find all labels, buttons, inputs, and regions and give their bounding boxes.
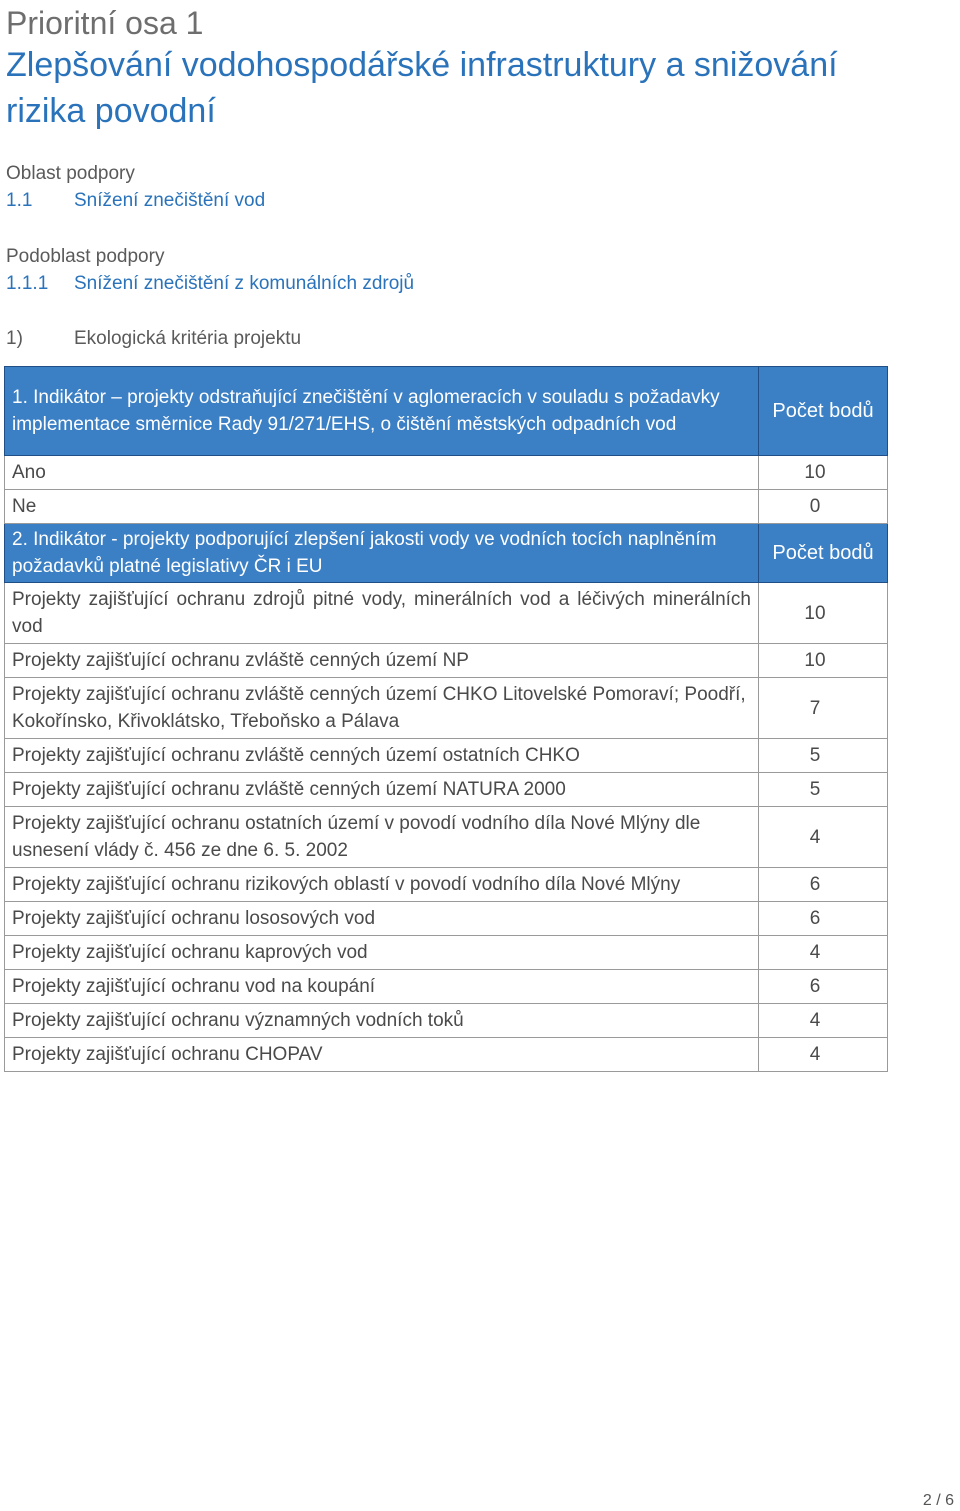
row-points: 0 [759,490,888,524]
criteria-line [6,328,301,350]
table-row [5,678,888,739]
table-row [5,490,888,524]
podoblast-line [6,273,414,295]
row-points: 6 [759,902,888,936]
page-number: 2 / 6 [922,1492,954,1509]
table-row [5,1004,888,1038]
row-points: 4 [759,936,888,970]
table-row [5,868,888,902]
row-points: 4 [759,1038,888,1072]
row-label: Ano [5,456,759,490]
table-row [5,644,888,678]
row-points: 4 [759,807,888,868]
row-label: Projekty zajišťující ochranu ostatních území v povodí vodního díla Nové Mlýny dle usnesení vlády č. 456 ze dne 6. 5. 2002 [5,807,759,868]
row-label: Projekty zajišťující ochranu zvláště cenných území ostatních CHKO [5,739,759,773]
table-row [5,902,888,936]
table-row [5,1038,888,1072]
criteria-table [4,366,888,1072]
row-label: Projekty zajišťující ochranu CHOPAV [5,1038,759,1072]
row-label: Projekty zajišťující ochranu kaprových vod [5,936,759,970]
indicator-2-label: 2. Indikátor - projekty podporující zlepšení jakosti vody ve vodních tocích naplněním požadavků platné legislativy ČR i EU [5,524,759,583]
row-points: 7 [759,678,888,739]
oblast-label: Oblast podpory [6,163,135,184]
podoblast-number: 1.1.1 [6,273,49,294]
table-row [5,970,888,1004]
table-row [5,739,888,773]
row-label: Projekty zajišťující ochranu lososových vod [5,902,759,936]
table-row [5,936,888,970]
page-subtitle: Zlepšování vodohospodářské infrastruktury a snižování rizika povodní [6,46,838,130]
indicator-1-header [5,367,888,456]
row-label: Projekty zajišťující ochranu zvláště cenných území CHKO Litovelské Pomoraví; Poodří, Kokořínsko, Křivoklátsko, Třeboňsko a Pálava [5,678,759,739]
row-points: 4 [759,1004,888,1038]
criteria-number: 1) [6,328,23,349]
row-label: Projekty zajišťující ochranu vod na koupání [5,970,759,1004]
table-row [5,773,888,807]
table-row [5,583,888,644]
points-header: Počet bodů [759,524,888,583]
indicator-1-label: 1. Indikátor – projekty odstraňující znečištění v aglomeracích v souladu s požadavky implementace směrnice Rady 91/271/EHS, o čištění městských odpadních vod [5,367,759,456]
criteria-label: Ekologická kritéria projektu [74,328,302,349]
row-points: 10 [759,644,888,678]
podoblast-name: Snížení znečištění z komunálních zdrojů [74,273,415,294]
row-points: 10 [759,583,888,644]
indicator-2-header [5,524,888,583]
table-row [5,456,888,490]
row-points: 5 [759,739,888,773]
row-label: Projekty zajišťující ochranu zdrojů pitné vody, minerálních vod a léčivých minerálních vod [5,583,759,644]
oblast-name: Snížení znečištění vod [74,190,266,211]
row-label: Projekty zajišťující ochranu rizikových oblastí v povodí vodního díla Nové Mlýny [5,868,759,902]
row-label: Ne [5,490,759,524]
row-label: Projekty zajišťující ochranu významných vodních toků [5,1004,759,1038]
points-header: Počet bodů [759,367,888,456]
page-title: Prioritní osa 1 [6,5,204,41]
row-label: Projekty zajišťující ochranu zvláště cenných území NP [5,644,759,678]
podoblast-label: Podoblast podpory [6,246,165,267]
row-points: 6 [759,868,888,902]
row-points: 6 [759,970,888,1004]
row-label: Projekty zajišťující ochranu zvláště cenných území NATURA 2000 [5,773,759,807]
row-points: 10 [759,456,888,490]
oblast-number: 1.1 [6,190,33,211]
table-row [5,807,888,868]
oblast-line [6,190,265,212]
row-points: 5 [759,773,888,807]
